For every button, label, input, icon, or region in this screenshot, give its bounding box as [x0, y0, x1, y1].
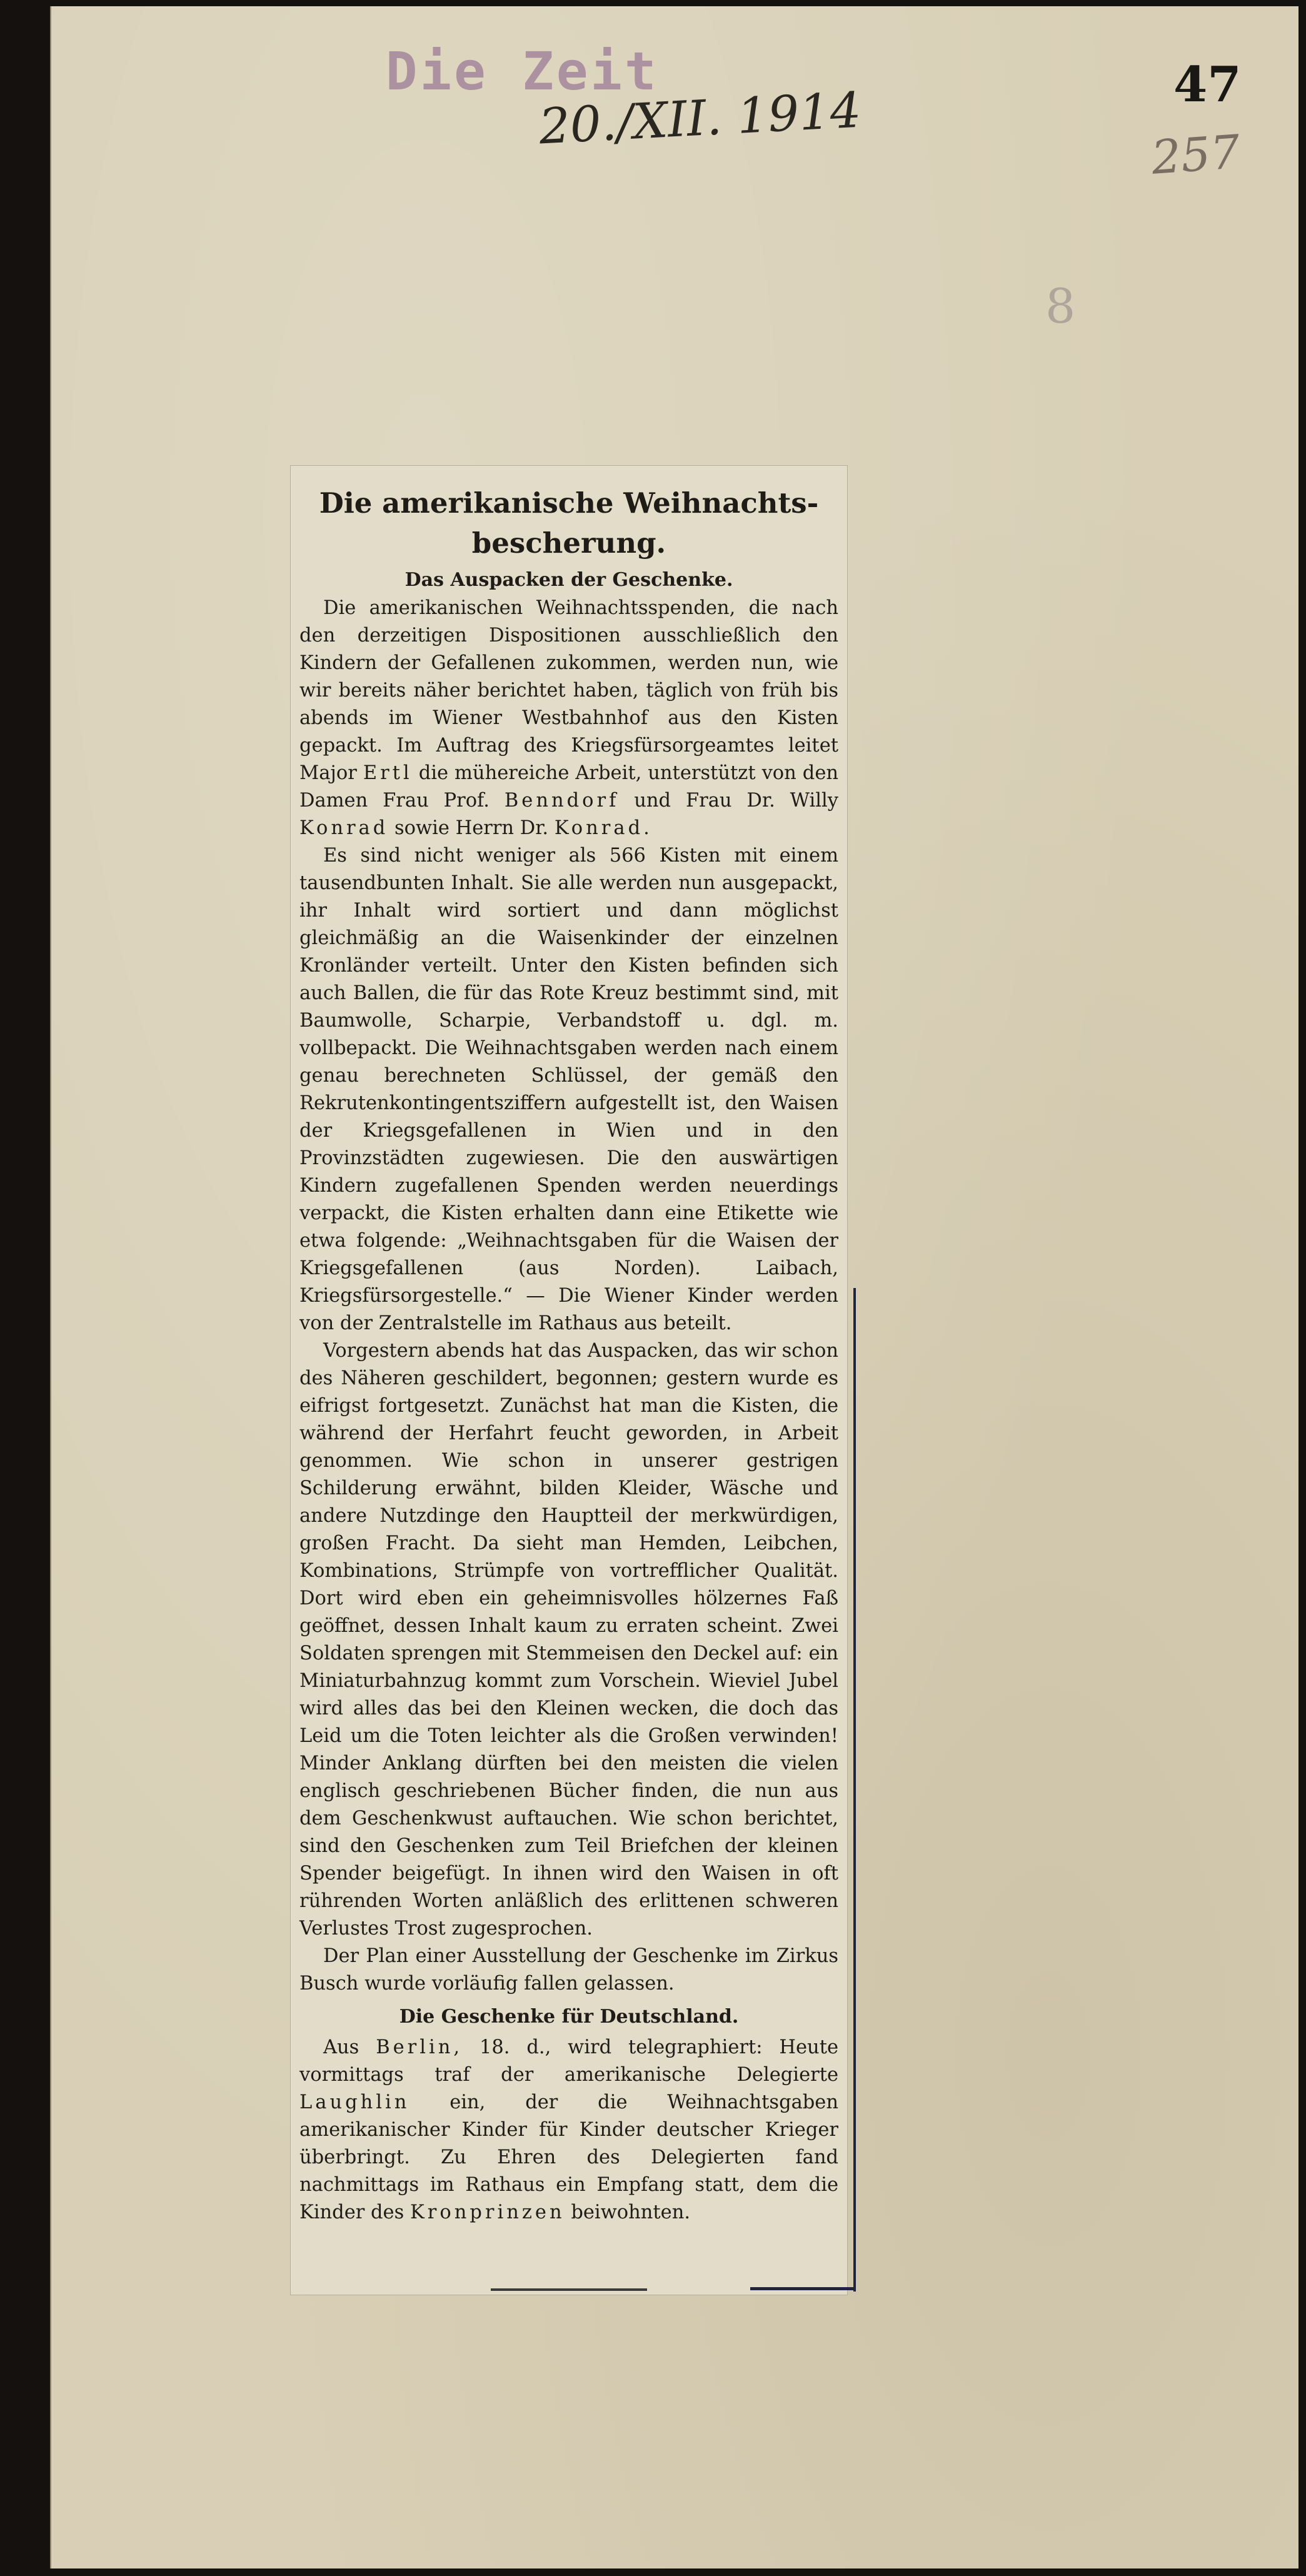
paragraph-1-text-d: sowie Herrn Dr. [394, 817, 549, 839]
article-headline [299, 483, 838, 563]
article-subheading: Das Auspacken der Geschenke. [404, 569, 733, 591]
column-rule-bottom-right [750, 2287, 856, 2290]
headline-line-2: bescherung. [471, 526, 666, 560]
name-konrad: Konrad [299, 817, 389, 839]
paragraph-1-text-b: die mühereiche Arbeit, unterstützt von den Damen Frau Prof. [299, 762, 839, 812]
paragraph-4: Der Plan einer Ausstellung der Geschenke im Zirkus Busch wurde vorläufig fallen gelassen. [299, 1945, 838, 1995]
paragraph-2: Es sind nicht weniger als 566 Kisten mit einem tausendbunten Inhalt. Sie alle werden nun ausgepackt, ihr Inhalt wird sortiert und dann möglichst gleichmäßig an die Waisenkinder der einzelnen Kronländer verteilt. Unter den Kisten befinden sich auch Ballen, die für das Rote Kreuz bestimmt sind, mit Baumwolle, Scharpie, Verbandstoff u. dgl. m. vollbepackt. Die Weihnachtsgaben werden nach einem genau berechneten Schlüssel, der gemäß den Rekrutenkontingentsziffern aufgestellt ist, den Waisen der Kriegsgefallenen in Wien und in den Provinzstädten zugewiesen. Die den auswärtigen Kindern zugefallenen Spenden werden neuerdings verpackt, die Kisten erhalten dann eine Etikette wie etwa folgende: „Weihnachtsgaben für die Waisen der Kriegsgefallenen (aus Norden). Laibach, Kriegsfürsorgestelle.“ — Die Wiener Kinder werden von der Zentralstelle im Rathaus aus beteilt. [299, 845, 838, 1334]
name-berlin: Berlin, [376, 2036, 463, 2058]
page-number: 47 [1173, 56, 1242, 113]
paragraph-5 [299, 2034, 838, 2226]
pencil-mark: 8 [1045, 278, 1076, 334]
name-konrad-2: Konrad. [554, 817, 653, 839]
paragraph-5-text-d: beiwohnten. [571, 2201, 691, 2223]
paragraph-1 [299, 595, 838, 842]
headline-line-1: Die amerikanische Weihnachts- [319, 486, 819, 520]
paragraph-5-text-c: ein, der die Weihnachtsgaben amerikanischer Kinder für Kinder deutscher Krieger überbringt. Zu Ehren des Delegierten fand nachmittags im Rathaus ein Empfang statt, dem die Kinder des [299, 2091, 839, 2223]
name-kronprinzen: Kronprinzen [409, 2201, 565, 2223]
newspaper-stamp: Die Zeit [386, 41, 659, 102]
paragraph-5-text-a: Aus [323, 2036, 359, 2058]
name-laughlin: Laughlin [299, 2091, 410, 2113]
article-body [291, 483, 847, 2226]
handwritten-date: 20./XII. 1914 [537, 82, 863, 156]
pencil-note: 257 [1150, 125, 1242, 185]
name-ertl: Ertl [363, 762, 413, 784]
article-subheading-2: Die Geschenke für Deutschland. [399, 2006, 739, 2028]
name-benndorf: Benndorf [504, 790, 620, 812]
column-rule-bottom-left [491, 2288, 647, 2291]
paragraph-1-text: Die amerikanischen Weihnachtsspenden, die nach den derzeitigen Dispositionen ausschließlich den Kindern der Gefallenen zukommen, werden nun, wie wir bereits näher berichtet haben, täglich von früh bis abends im Wiener Westbahnhof aus den Kisten gepackt. Im Auftrag des Kriegsfürsorgeamtes leitet Major [299, 597, 838, 784]
paragraph-5-text-b: 18. d., wird telegraphiert: Heute vormittags traf der amerikanische Delegierte [299, 2036, 838, 2086]
newspaper-clipping [291, 466, 847, 2295]
paragraph-3: Vorgestern abends hat das Auspacken, das wir schon des Näheren geschildert, begonnen; gestern wurde es eifrigst fortgesetzt. Zunächst hat man die Kisten, die während der Herfahrt feucht geworden, in Arbeit genommen. Wie schon in unserer gestrigen Schilderung erwähnt, bilden Kleider, Wäsche und andere Nutzdinge den Hauptteil der merkwürdigen, großen Fracht. Da sieht man Hemden, Leibchen, Kombinations, Strümpfe von vortrefflicher Qualität. Dort wird eben ein geheimnisvolles hölzernes Faß geöffnet, dessen Inhalt kaum zu erraten scheint. Zwei Soldaten sprengen mit Stemmeisen den Deckel auf: ein Miniaturbahnzug kommt zum Vorschein. Wieviel Jubel wird alles das bei den Kleinen wecken, die doch das Leid um die Toten leichter als die Großen verwinden! Minder Anklang dürften bei den meisten die vielen englisch geschriebenen Bücher finden, die nun aus dem Geschenkwust auftauchen. Wie schon berichtet, sind den Geschenken zum Teil Briefchen der kleinen Spender beigefügt. In ihnen wird den Waisen in oft rührenden Worten anläßlich des erlittenen schweren Verlustes Trost zugesprochen. [299, 1340, 838, 1940]
column-rule-vertical [853, 1288, 856, 2292]
paragraph-1-text-c: und Frau Dr. Willy [634, 790, 838, 812]
